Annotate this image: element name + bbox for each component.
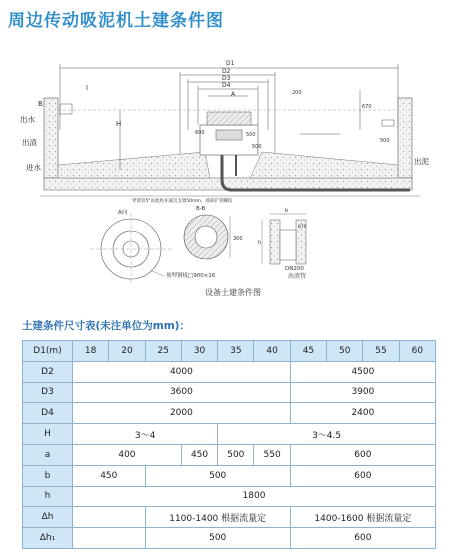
label-outlet-mud: 出泥	[414, 157, 429, 166]
row-label-cell: H	[23, 424, 73, 445]
label-a-small: b	[285, 208, 289, 214]
value-cell: 4000	[73, 361, 291, 382]
table-title: 土建条件尺寸表(未注单位为mm)：	[22, 320, 190, 332]
drawing-caption: 设备土建条件图	[205, 288, 261, 297]
table-row	[23, 361, 436, 382]
label-500a: 500	[246, 132, 256, 138]
label-500b: 500	[252, 144, 262, 150]
label-h-small: h	[258, 240, 262, 246]
value-cell: 2000	[73, 403, 291, 424]
dimension-table-body	[23, 341, 436, 549]
header-cell: 55	[363, 341, 399, 362]
label-h: H	[116, 120, 122, 128]
note-pipe: 穿墙管5"由池底并露出支墩50mm，端部扩管螺纹	[132, 199, 233, 204]
value-cell: 500	[145, 465, 290, 486]
table-row	[23, 486, 436, 507]
label-i: I	[86, 84, 89, 92]
label-bb: B-B	[196, 206, 206, 212]
label-d3: D3	[222, 75, 231, 82]
label-rail: 预埋钢板□900×16	[166, 273, 216, 279]
dimension-table	[22, 340, 436, 549]
row-label-cell: D4	[23, 403, 73, 424]
value-cell: 450	[73, 465, 146, 486]
table-row	[23, 382, 436, 403]
row-label-cell: h	[23, 486, 73, 507]
table-row	[23, 424, 436, 445]
table-row	[23, 528, 436, 549]
table-header-row	[23, 341, 436, 362]
drawing-svg	[0, 30, 466, 305]
row-label-cell: D3	[23, 382, 73, 403]
label-200: 200	[292, 90, 302, 96]
label-600: 600	[195, 130, 205, 136]
civil-drawing	[0, 30, 466, 305]
header-cell: 30	[181, 341, 217, 362]
page-title: 周边传动吸泥机土建条件图	[8, 11, 224, 31]
value-cell: 600	[290, 465, 435, 486]
value-cell: 550	[254, 444, 290, 465]
label-b: B	[38, 100, 43, 108]
view-a	[90, 213, 172, 285]
value-cell: 600	[290, 528, 435, 549]
value-cell	[73, 528, 146, 549]
value-cell: 3900	[290, 382, 435, 403]
row-label-cell: D2	[23, 361, 73, 382]
row-label-cell: Δh	[23, 507, 73, 528]
value-cell: 2400	[290, 403, 435, 424]
label-500c: 500	[380, 138, 390, 144]
label-outlet-slag: 出渣	[22, 138, 37, 147]
header-cell: 18	[73, 341, 109, 362]
label-a: A	[231, 91, 236, 98]
header-cell: 25	[145, 341, 181, 362]
value-cell: 450	[181, 444, 217, 465]
label-d1: D1	[226, 60, 235, 67]
value-cell: 1400-1600 根据流量定	[290, 507, 435, 528]
value-cell: 1100-1400 根据流量定	[145, 507, 290, 528]
value-cell: 4500	[290, 361, 435, 382]
value-cell	[73, 507, 146, 528]
label-outlet-pipe: 出渣管	[288, 273, 307, 280]
row-label-cell: a	[23, 444, 73, 465]
value-cell: 1800	[73, 486, 436, 507]
label-outlet-water: 出水	[20, 115, 35, 124]
value-cell: 600	[290, 444, 435, 465]
table-row	[23, 403, 436, 424]
value-cell: 500	[218, 444, 254, 465]
pipe-detail	[262, 214, 306, 264]
table-row	[23, 444, 436, 465]
header-cell: D1(m)	[23, 341, 73, 362]
row-label-cell: Δh₁	[23, 528, 73, 549]
label-d2: D2	[222, 68, 231, 75]
label-d4: D4	[222, 82, 231, 89]
header-cell: 60	[399, 341, 435, 362]
label-inlet-water: 进水	[26, 163, 41, 172]
value-cell: 500	[145, 528, 290, 549]
header-cell: 50	[327, 341, 363, 362]
label-view-a: A向	[118, 210, 128, 216]
label-300: 300	[233, 236, 243, 242]
value-cell: 400	[73, 444, 182, 465]
section-bb	[184, 215, 230, 259]
table-row	[23, 507, 436, 528]
value-cell: 3～4	[73, 424, 218, 445]
header-cell: 35	[218, 341, 254, 362]
value-cell: 3～4.5	[218, 424, 436, 445]
table-row	[23, 465, 436, 486]
label-670: 670	[362, 104, 372, 110]
header-cell: 40	[254, 341, 290, 362]
value-cell: 3600	[73, 382, 291, 403]
row-label-cell: b	[23, 465, 73, 486]
header-cell: 45	[290, 341, 326, 362]
header-cell: 20	[109, 341, 145, 362]
label-dn200: DN200	[285, 266, 304, 272]
label-870: 870	[298, 225, 307, 230]
